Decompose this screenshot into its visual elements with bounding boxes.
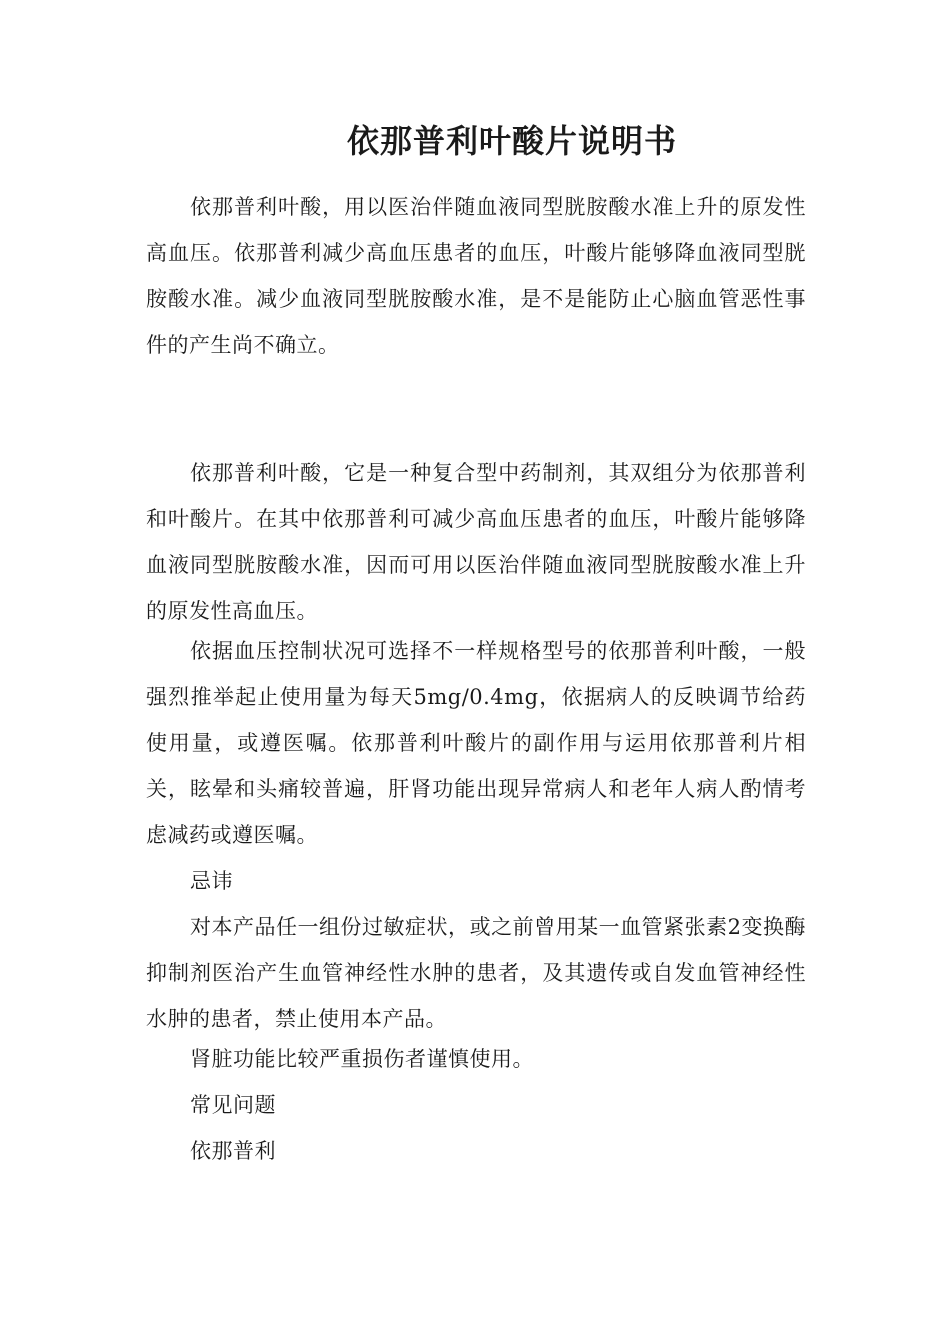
paragraph-dosage: 依据血压控制状况可选择不一样规格型号的依那普利叶酸，一般强烈推举起止使用量为每天5mg/0.4mg，依据病人的反映调节给药使用量，或遵医嘱。依那普利叶酸片的副作用与运用依那普利片相关，眩晕和头痛较普遍，肝肾功能出现异常病人和老年人病人酌情考虑减药或遵医嘱。 <box>146 639 806 847</box>
paragraph-caution: 肾脏功能比较严重损伤者谨慎使用。 <box>190 1047 534 1071</box>
paragraph-indications: 依那普利叶酸，用以医治伴随血液同型胱胺酸水准上升的原发性高血压。依那普利减少高血压患者的血压，叶酸片能够降血液同型胱胺酸水准。减少血液同型胱胺酸水准，是不是能防止心脑血管恶性事件的产生尚不确立。 <box>146 195 806 357</box>
paragraph-composition: 依那普利叶酸，它是一种复合型中药制剂，其双组分为依那普利和叶酸片。在其中依那普利可减少高血压患者的血压，叶酸片能够降血液同型胱胺酸水准，因而可用以医治伴随血液同型胱胺酸水准上升的原发性高血压。 <box>146 461 806 623</box>
heading-contraindications: 忌讳 <box>190 869 233 893</box>
heading-faq: 常见问题 <box>190 1093 276 1117</box>
document-title: 依那普利叶酸片说明书 <box>346 122 677 160</box>
paragraph-contraindications: 对本产品任一组份过敏症状，或之前曾用某一血管紧张素2变换酶抑制剂医治产生血管神经性水肿的患者，及其遗传或自发血管神经性水肿的患者，禁止使用本产品。 <box>146 915 806 1031</box>
paragraph-faq-item: 依那普利 <box>190 1139 276 1163</box>
